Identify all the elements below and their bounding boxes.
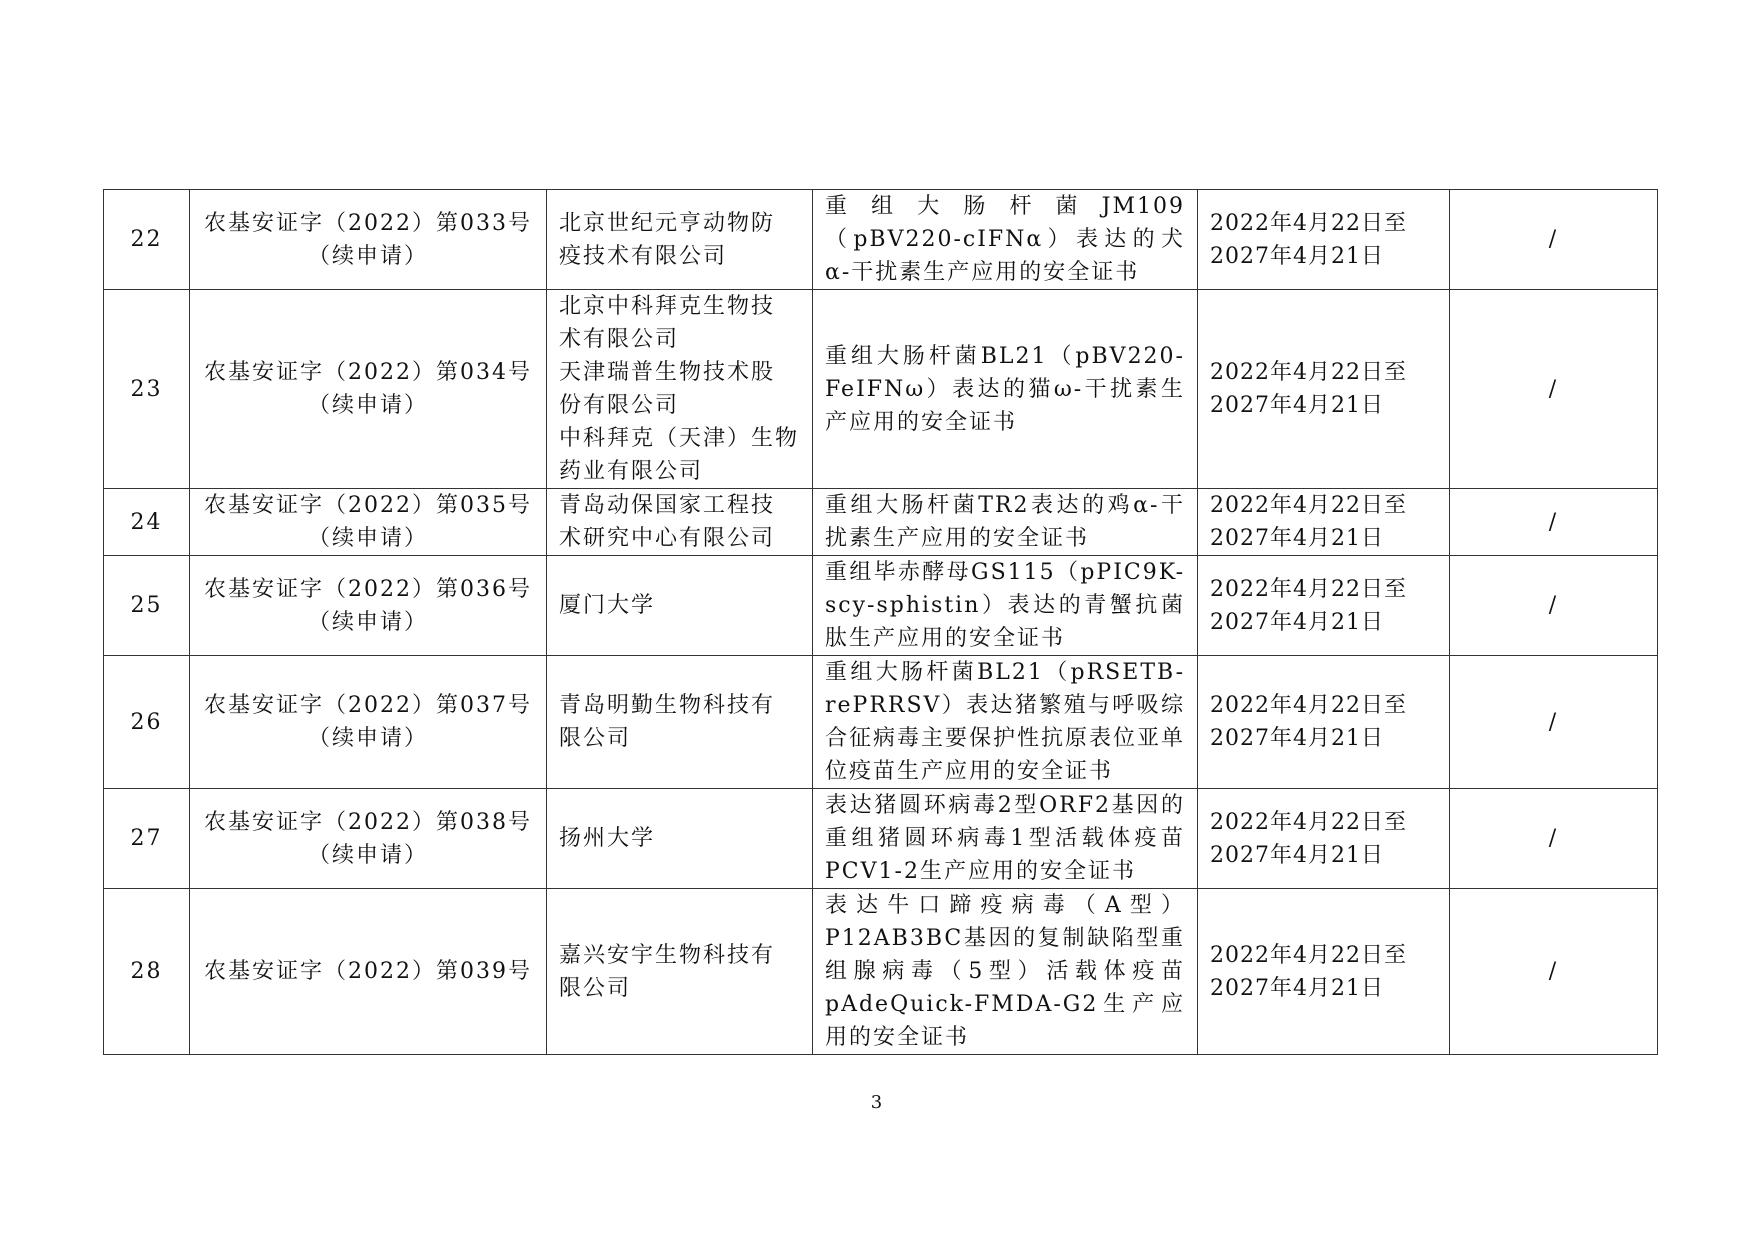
applicant-cell (547, 789, 813, 889)
table-row (104, 290, 1658, 489)
validity-cell (1198, 190, 1450, 290)
applicant-line: 北京世纪元亨动物防 (559, 210, 776, 236)
valid-to: 2027年4月21日 (1210, 726, 1384, 751)
row-number: 28 (104, 889, 190, 1055)
validity-cell (1198, 889, 1450, 1055)
applicant-line: 北京中科拜克生物技 (559, 294, 776, 319)
valid-to: 2027年4月21日 (1210, 975, 1384, 1001)
validity-cell (1198, 789, 1450, 889)
applicant-line: 天津瑞普生物技术股 (559, 360, 776, 385)
row-number: 23 (104, 290, 190, 489)
certificate-number-cell (190, 889, 547, 1055)
remark: / (1450, 789, 1658, 889)
row-number: 27 (104, 789, 190, 889)
valid-to: 2027年4月21日 (1210, 609, 1384, 635)
certificate-number-cell (190, 290, 547, 489)
certificate-name: 重组大肠杆菌TR2表达的鸡α-干扰素生产应用的安全证书 (813, 489, 1198, 556)
certificate-name: 重组毕赤酵母GS115（pPIC9K-scy-sphistin）表达的青蟹抗菌肽生产应用的安全证书 (813, 556, 1198, 656)
remark: / (1450, 489, 1658, 556)
valid-from: 2022年4月22日至 (1210, 360, 1407, 385)
valid-from: 2022年4月22日至 (1210, 942, 1407, 968)
remark: / (1450, 656, 1658, 789)
certificate-name: 表达牛口蹄疫病毒（A型）P12AB3BC基因的复制缺陷型重组腺病毒（5型）活载体疫苗pAdeQuick-FMDA-G2生产应用的安全证书 (813, 889, 1198, 1055)
remark: / (1450, 290, 1658, 489)
applicant-line: 厦门大学 (559, 593, 656, 618)
table-row (104, 489, 1658, 556)
applicant-line: 疫技术有限公司 (559, 243, 728, 269)
valid-from: 2022年4月22日至 (1210, 493, 1407, 518)
valid-to: 2027年4月21日 (1210, 842, 1384, 868)
certificate-number: 农基安证字（2022）第039号 (204, 959, 532, 984)
certificate-name: 重组大肠杆菌BL21（pRSETB-rePRRSV）表达猪繁殖与呼吸综合征病毒主要保护性抗原表位亚单位疫苗生产应用的安全证书 (813, 656, 1198, 789)
renewal-note: （续申请） (307, 842, 428, 868)
valid-to: 2027年4月21日 (1210, 393, 1384, 418)
valid-from: 2022年4月22日至 (1210, 693, 1407, 718)
applicant-line: 嘉兴安宇生物科技有 (559, 942, 776, 968)
certificate-number: 农基安证字（2022）第037号 (204, 693, 532, 718)
applicant-cell (547, 656, 813, 789)
certificate-number: 农基安证字（2022）第038号 (204, 809, 532, 835)
applicant-line: 扬州大学 (559, 826, 656, 851)
certificate-number-cell (190, 789, 547, 889)
applicant-line: 术研究中心有限公司 (559, 526, 776, 551)
applicant-cell (547, 190, 813, 290)
table-row (104, 556, 1658, 656)
certificate-number: 农基安证字（2022）第036号 (204, 576, 532, 602)
table-row (104, 789, 1658, 889)
applicant-line: 份有限公司 (559, 393, 680, 418)
certificate-name: 重组大肠杆菌JM109（pBV220-cIFNα）表达的犬α-干扰素生产应用的安全证书 (813, 190, 1198, 290)
certificate-number-cell (190, 190, 547, 290)
validity-cell (1198, 556, 1450, 656)
validity-cell (1198, 489, 1450, 556)
remark: / (1450, 190, 1658, 290)
renewal-note: （续申请） (307, 393, 428, 418)
applicant-line: 青岛明勤生物科技有 (559, 693, 776, 718)
certificate-number-cell (190, 556, 547, 656)
applicant-line: 术有限公司 (559, 327, 680, 352)
valid-to: 2027年4月21日 (1210, 243, 1384, 269)
remark: / (1450, 556, 1658, 656)
table-row (104, 190, 1658, 290)
applicant-cell (547, 290, 813, 489)
applicant-cell (547, 889, 813, 1055)
applicant-line: 限公司 (559, 975, 632, 1001)
validity-cell (1198, 656, 1450, 789)
row-number: 22 (104, 190, 190, 290)
applicant-line: 药业有限公司 (559, 459, 704, 484)
table-row (104, 656, 1658, 789)
applicant-line: 中科拜克（天津）生物 (559, 426, 800, 451)
valid-from: 2022年4月22日至 (1210, 576, 1407, 602)
row-number: 26 (104, 656, 190, 789)
applicant-cell (547, 556, 813, 656)
certificate-name: 表达猪圆环病毒2型ORF2基因的重组猪圆环病毒1型活载体疫苗PCV1-2生产应用的安全证书 (813, 789, 1198, 889)
applicant-line: 青岛动保国家工程技 (559, 493, 776, 518)
valid-to: 2027年4月21日 (1210, 526, 1384, 551)
certificate-name: 重组大肠杆菌BL21（pBV220-FeIFNω）表达的猫ω-干扰素生产应用的安全证书 (813, 290, 1198, 489)
table-row (104, 889, 1658, 1055)
renewal-note: （续申请） (307, 726, 428, 751)
applicant-cell (547, 489, 813, 556)
applicant-line: 限公司 (559, 726, 632, 751)
remark: / (1450, 889, 1658, 1055)
renewal-note: （续申请） (307, 526, 428, 551)
valid-from: 2022年4月22日至 (1210, 210, 1407, 236)
certificate-number: 农基安证字（2022）第035号 (204, 493, 532, 518)
valid-from: 2022年4月22日至 (1210, 809, 1407, 835)
validity-cell (1198, 290, 1450, 489)
row-number: 24 (104, 489, 190, 556)
certificate-number: 农基安证字（2022）第034号 (204, 360, 532, 385)
renewal-note: （续申请） (307, 243, 428, 269)
certificate-number-cell (190, 489, 547, 556)
page-number: 3 (870, 1092, 883, 1113)
renewal-note: （续申请） (307, 609, 428, 635)
certificate-number-cell (190, 656, 547, 789)
row-number: 25 (104, 556, 190, 656)
certificate-table (103, 189, 1658, 1055)
certificate-number: 农基安证字（2022）第033号 (204, 210, 532, 236)
